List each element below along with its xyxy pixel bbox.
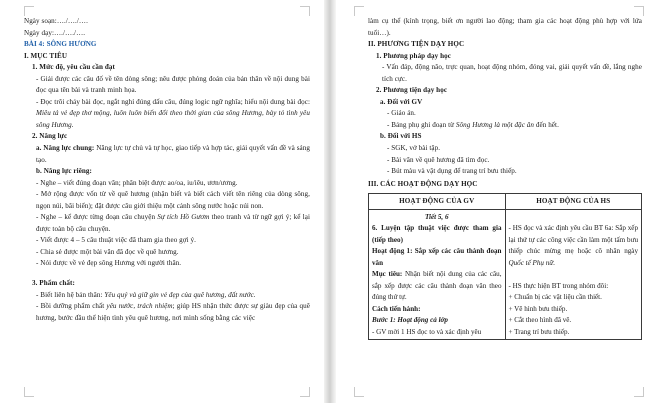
- competence-item-3: - Nghe – kể được từng đoạn câu chuyện Sự tích Hồ Gươm theo tranh và từ ngữ gợi ý; kể lại được toàn bộ câu chuyện.: [36, 213, 310, 233]
- gv-activity-1-heading: Hoạt động 1: Sắp xếp các câu thành đoạn văn: [372, 247, 502, 267]
- crop-mark-top-left: [24, 6, 34, 16]
- quality-item-1: [24, 290, 310, 302]
- objective-item-2-italic: Miêu tả vẻ đẹp thơ mộng, luôn luôn biến đổi theo thời gian của sông Hương, bày tỏ tình yêu sông Hương.: [36, 109, 310, 129]
- hs-block-1-suffix: .: [553, 258, 555, 267]
- quality-item-2: [24, 301, 310, 324]
- hs-cell-spacer-top: [509, 212, 639, 224]
- crop-mark-top-right: [300, 6, 310, 16]
- method-text: - Vấn đáp, động não, trực quan, hoạt động nhóm, đóng vai, giải quyết vấn đề, lắng nghe tích cực.: [382, 63, 642, 83]
- competence-item-1: - Nghe – viết đúng đoạn văn; phân biệt được ao/oa, iu/iêu, ươn/ương.: [36, 178, 238, 187]
- competence-general: [24, 143, 310, 166]
- lesson-title: BÀI 4: SÔNG HƯƠNG: [24, 40, 97, 49]
- hs-cell-spacer-mid: [509, 269, 639, 281]
- hs-block-2: - HS thực hiện BT trong nhóm đôi:: [508, 281, 609, 290]
- period-label: Tiết 5, 6: [424, 212, 449, 221]
- table-cell-gv: [369, 210, 506, 340]
- materials-student-item-3: - Bút màu và vật dụng để trang trí bưu thiếp.: [387, 167, 517, 176]
- competence-item-6: - Nói được về vẻ đẹp sông Hương với người thân.: [36, 259, 182, 268]
- section-heading-iii: III. CÁC HOẠT ĐỘNG DẠY HỌC: [368, 179, 478, 188]
- hs-block-1-italic: Quốc tế Phụ nữ: [508, 258, 554, 267]
- gv-objective: [372, 269, 502, 304]
- table-cell-hs: [505, 210, 642, 340]
- quality-item-2-suffix: ; giúp HS nhận thức được sự giàu đẹp của quê hương, bước đầu thể hiện tình yêu quê hương, nơi mình sống bằng các việc: [36, 302, 310, 322]
- method-heading: 1. Phương pháp dạy học: [376, 51, 451, 60]
- materials-student-item-1: - SGK, vở bài tập.: [387, 144, 441, 153]
- table-header-row: [369, 193, 642, 210]
- right-page-body: [368, 16, 642, 393]
- subsection-heading-2: 2. Năng lực: [32, 132, 68, 141]
- table-header-gv: HOẠT ĐỘNG CỦA GV: [369, 193, 506, 210]
- quality-item-2-italic: yêu nước, trách nhiệm: [106, 302, 173, 311]
- quality-item-1-prefix: - Biết liên hệ bản thân:: [36, 290, 105, 299]
- crop-mark-bottom-left: [354, 387, 364, 397]
- left-page-body: [24, 16, 310, 393]
- gv-objective-label: Mục tiêu:: [372, 270, 403, 279]
- hs-block-1: [509, 223, 639, 269]
- section-heading-i: I. MỤC TIÊU: [24, 51, 68, 60]
- gv-step-1-heading: Bước 1: Hoạt động cả lớp: [372, 316, 448, 325]
- crop-mark-top-right: [634, 6, 644, 16]
- table-row: [369, 210, 642, 340]
- objective-item-1: - Giải được các câu đố về tên dòng sông; nêu được phỏng đoán của bản thân về nội dung bài đọc qua tên bài và tranh minh họa.: [36, 74, 310, 95]
- materials-teacher-heading: a. Đối với GV: [380, 97, 423, 106]
- hs-sub-item-2: + Vẽ hình bưu thiếp.: [508, 304, 568, 313]
- materials-student-item-2: - Bài văn về quê hương đã tìm đọc.: [387, 155, 490, 164]
- competence-general-label: a. Năng lực chung:: [36, 144, 95, 153]
- gv-activity-title: 6. Luyện tập thuật việc được tham gia (tiếp theo): [372, 224, 502, 244]
- gv-step-1-text: - GV mời 1 HS đọc to và xác định yêu: [372, 327, 482, 336]
- story-title-italic: Sự tích Hồ Gươm: [157, 213, 210, 222]
- quality-item-2-prefix: - Bồi dưỡng phẩm chất: [36, 302, 107, 311]
- competence-item-4: - Viết được 4 – 5 câu thuật việc đã tham gia theo gợi ý.: [36, 236, 196, 245]
- competence-item-5: - Chia sẻ được một bài văn đã đọc về quê hương.: [36, 247, 179, 256]
- materials-heading: 2. Phương tiện dạy học: [376, 86, 448, 95]
- table-header-hs: HOẠT ĐỘNG CỦA HS: [505, 193, 642, 210]
- hs-block-1-prefix: - HS đọc và xác định yêu cầu BT 6a: Sắp xếp lại thứ tự các công việc cần làm một tấm bưu thiếp chúc mừng mẹ hoặc cô nhân ngày: [508, 224, 638, 256]
- date-prepared-line: Ngày soạn:…./…./….: [24, 17, 88, 25]
- page-right: [336, 0, 650, 403]
- materials-teacher-item-2: [368, 120, 642, 132]
- continuation-paragraph: làm cụ thể (kính trọng, biết ơn người lao động; tham gia các hoạt động phù hợp với lứa tuổi…).: [368, 17, 642, 37]
- subsection-heading-3: 3. Phẩm chất:: [32, 279, 75, 288]
- competence-specific-label: b. Năng lực riêng:: [36, 167, 92, 176]
- quality-item-1-italic: Yêu quý và giữ gìn vẻ đẹp của quê hương, đất nước.: [104, 290, 256, 299]
- hs-sub-item-3: + Cắt theo hình đã vẽ.: [508, 316, 572, 325]
- gv-objective-text: Nhận biết nội dung của các câu, sắp xếp được các câu thành đoạn văn theo đúng thứ tự.: [372, 270, 502, 302]
- date-taught-line: Ngày dạy:…./…./….: [24, 28, 86, 37]
- materials-teacher-item-2-suffix: đến hết.: [534, 120, 559, 129]
- activities-table: [368, 193, 642, 341]
- objective-item-2: [24, 97, 310, 132]
- materials-student-heading: b. Đối với HS: [380, 132, 422, 141]
- spacer: [24, 270, 310, 278]
- page-gutter: [324, 0, 336, 403]
- section-heading-ii: II. PHƯƠNG TIỆN DẠY HỌC: [368, 40, 465, 49]
- hs-sub-item-1: + Chuẩn bị các vật liệu cần thiết.: [508, 293, 602, 302]
- competence-general-text: Năng lực tự chủ và tự học, giao tiếp và hợp tác, giải quyết vấn đề và sáng tạo.: [36, 144, 310, 164]
- subsection-heading-1: 1. Mức độ, yêu cầu cần đạt: [32, 63, 115, 72]
- hs-sub-item-4: + Trang trí bưu thiếp.: [508, 327, 570, 336]
- materials-teacher-item-1: - Giáo án.: [387, 109, 416, 118]
- crop-mark-top-left: [354, 6, 364, 16]
- objective-item-2-text: - Đọc trôi chảy bài đọc, ngắt nghỉ đúng dấu câu, đúng logic ngữ nghĩa; hiểu nội dung bài đọc:: [36, 97, 310, 106]
- gv-procedure-label: Cách tiến hành:: [372, 304, 421, 313]
- competence-item-2: - Mở rộng được vốn từ về quê hương (nhận biết và biết cách viết tên riêng của dòng sông, ngọn núi, bãi biển); đặt được câu giới thiệu một cảnh sông nước hoặc núi non.: [36, 190, 310, 210]
- materials-teacher-item-2-prefix: - Bảng phụ ghi đoạn từ: [387, 120, 456, 129]
- materials-teacher-item-2-italic: Sông Hương là một đặc ân: [455, 120, 535, 129]
- page-left: [0, 0, 324, 403]
